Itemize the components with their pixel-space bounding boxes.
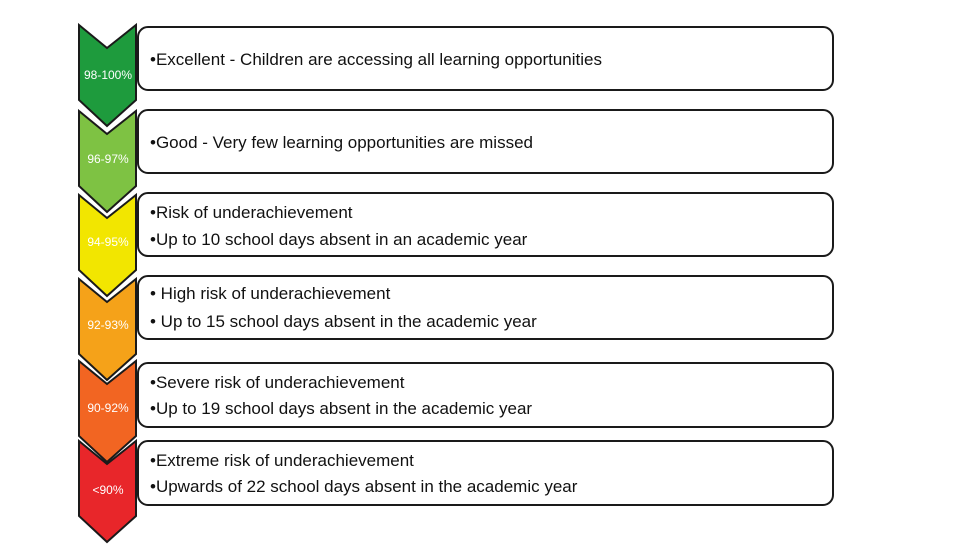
description-box [137,440,834,506]
description-line: •Up to 10 school days absent in an academic year [150,230,528,249]
description-line: •Extreme risk of underachievement [150,451,414,470]
description-box [137,26,834,91]
description-line: • Up to 15 school days absent in the academic year [150,312,537,331]
description-line: •Excellent - Children are accessing all learning opportunities [150,50,602,69]
description-line: •Severe risk of underachievement [150,373,405,392]
description-line: •Upwards of 22 school days absent in the academic year [150,477,578,496]
range-label: 92-93% [87,318,129,332]
description-line: •Good - Very few learning opportunities are missed [150,133,533,152]
description-box [137,109,834,174]
description-line: •Risk of underachievement [150,203,353,222]
range-label: 98-100% [83,68,133,82]
description-line: • High risk of underachievement [150,284,391,303]
range-label: <90% [92,483,124,497]
description-box [137,362,834,428]
range-label: 96-97% [87,152,129,166]
description-box [137,192,834,257]
description-box [137,275,834,340]
range-label: 90-92% [87,401,129,415]
description-line: •Up to 19 school days absent in the academic year [150,399,533,418]
range-label: 94-95% [87,235,129,249]
